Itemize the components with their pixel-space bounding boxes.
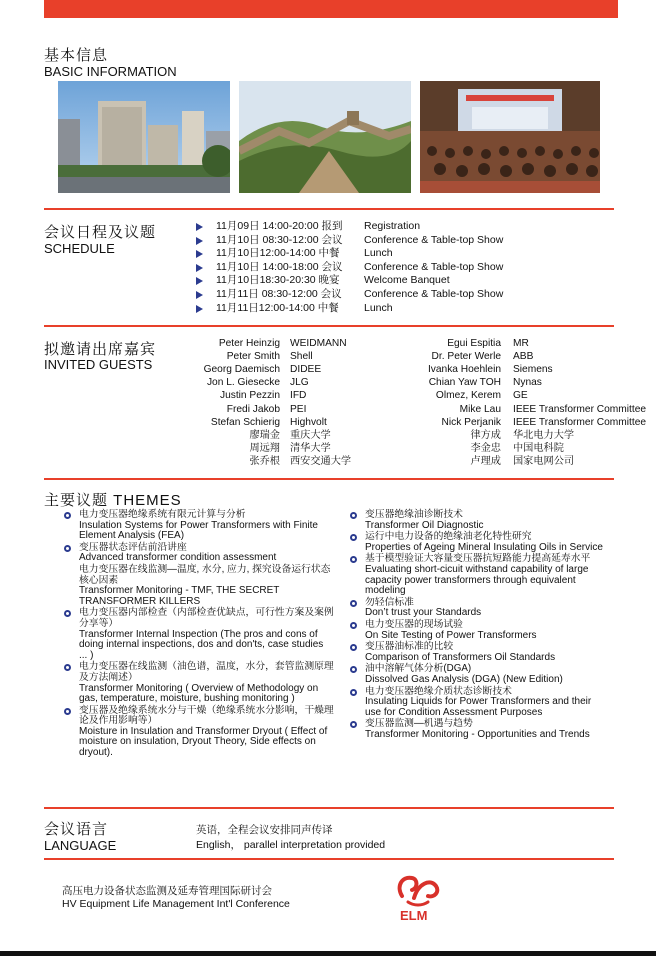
basic-info-title-en: BASIC INFORMATION (44, 64, 177, 79)
theme-title-en: On Site Testing of Power Transformers (365, 629, 537, 641)
guest-name: Chian Yaw TOH (428, 377, 501, 389)
guest-name: 卢理成 (470, 455, 501, 467)
theme-title-cn: 电力变压器在线监测（油色谱，温度，水分，套管监测原理及方法阐述） (79, 661, 334, 683)
guest-name: Olmez, Kerem (435, 390, 501, 402)
top-accent-bar (44, 0, 618, 18)
guest-organization: Siemens (513, 364, 553, 376)
guest-name: Stefan Schierig (210, 416, 280, 428)
guest-name: 李金忠 (470, 442, 501, 454)
schedule-title-cn: 会议日程及议题 (44, 224, 157, 241)
divider-schedule (44, 208, 614, 210)
language-title-cn: 会议语言 (44, 821, 109, 838)
footer-conference-name-en: HV Equipment Life Management Int'l Conference (62, 898, 290, 910)
theme-item (62, 510, 334, 542)
theme-item (348, 510, 610, 531)
triangle-bullet-icon (196, 277, 203, 285)
guest-organization: Shell (290, 351, 313, 363)
guest-name: Fredi Jakob (226, 403, 280, 415)
theme-title-cn: 变压器监测—机遇与趋势 (365, 718, 473, 730)
photo-city-buildings (58, 81, 230, 193)
elm-logo-text: ELM (400, 908, 428, 923)
theme-item (62, 565, 334, 607)
theme-title-cn: 变压器及绝缘系统水分与干燥（绝缘系统水分影响，干燥理论及作用影响等） (79, 704, 334, 727)
language-line-en: English， parallel interpretation provided (196, 839, 386, 851)
guest-name: 张乔根 (249, 455, 280, 467)
guest-name: Ivanka Hoehlein (427, 364, 501, 376)
guest-name: 周远翔 (249, 442, 280, 454)
divider-language (44, 807, 614, 809)
circle-bullet-icon (64, 708, 71, 715)
divider-footer (44, 858, 614, 860)
guest-organization: DIDEE (290, 364, 322, 376)
theme-title-cn: 电力变压器在线监测—温度, 水分, 应力, 探究设备运行状态核心因素 (79, 563, 331, 586)
theme-item (348, 664, 610, 685)
circle-bullet-icon (350, 622, 357, 629)
guest-organization: GE (513, 390, 528, 402)
guest-organization: 中国电科院 (513, 442, 564, 454)
guest-name: Peter Smith (226, 351, 280, 363)
guest-organization: JLG (290, 377, 309, 389)
guest-organization: IEEE Transformer Committee (513, 416, 647, 428)
triangle-bullet-icon (196, 291, 203, 299)
guest-name: Egui Espitia (447, 338, 501, 349)
theme-title-en: Insulation Systems for Power Transformers with Finite Element Analysis (FEA) (79, 519, 318, 542)
guest-organization: 重庆大学 (290, 429, 331, 441)
guest-name: 律方成 (470, 429, 501, 441)
theme-title-cn: 油中溶解气体分析(DGA) (365, 663, 472, 675)
guest-organization: 国家电网公司 (513, 455, 575, 467)
theme-item (348, 598, 610, 619)
guest-organization: Nynas (513, 377, 542, 389)
theme-item (348, 687, 610, 719)
circle-bullet-icon (350, 721, 357, 728)
divider-themes (44, 478, 614, 480)
guest-name: Peter Heinzig (218, 338, 280, 349)
guest-organization: 华北电力大学 (513, 429, 575, 441)
schedule-title-en: SCHEDULE (44, 241, 115, 256)
guest-organization: MR (513, 338, 529, 349)
theme-title-en: Insulating Liquids for Power Transformers and their use for Condition Assessment Purposes (365, 696, 592, 718)
circle-bullet-icon (64, 545, 71, 552)
theme-title-cn: 电力变压器绝缘系统有限元计算与分析 (79, 509, 246, 520)
theme-title-en: Advanced transformer condition assessment (79, 552, 277, 564)
circle-bullet-icon (350, 534, 357, 541)
theme-title-cn: 勿轻信标准 (365, 596, 414, 608)
guest-organization: IFD (290, 390, 307, 402)
guest-organization: IEEE Transformer Committee (513, 403, 647, 415)
theme-item (62, 543, 334, 564)
theme-item (348, 532, 610, 553)
guest-organization: WEIDMANN (290, 338, 347, 349)
theme-title-cn: 基于模型验证大容量变压器抗短路能力提高延寿水平 (365, 553, 591, 565)
themes-title: 主要议题 THEMES (44, 492, 182, 509)
theme-title-cn: 变压器绝缘油诊断技术 (365, 509, 463, 520)
theme-title-en: Moisture in Insulation and Transformer Dryout ( Effect of moisture on insulation, Dryout Theory, Side effects on dryout). (79, 725, 328, 759)
guest-name: Justin Pezzin (219, 390, 280, 402)
triangle-bullet-icon (196, 264, 203, 272)
circle-bullet-icon (350, 600, 357, 607)
photo-conference-hall (420, 81, 600, 193)
schedule-item: 11月10日 08:30-12:00 会议 Conference & Table-top Show (196, 234, 616, 248)
circle-bullet-icon (350, 644, 357, 651)
theme-title-en: Comparison of Transformers Oil Standards (365, 651, 556, 663)
language-title-en: LANGUAGE (44, 838, 117, 853)
schedule-item: 11月10日 14:00-18:00 会议 Conference & Table-top Show (196, 261, 616, 275)
theme-title-en: Evaluating short-cicuit withstand capability of large capacity power transformers through equivalent modeling (365, 563, 589, 597)
guest-organization: ABB (513, 351, 534, 363)
theme-title-en: Properties of Ageing Mineral Insulating Oils in Service (365, 541, 603, 553)
schedule-item: 11月11日12:00-14:00 中餐 Lunch (196, 302, 616, 316)
theme-item (348, 620, 610, 641)
theme-title-cn: 变压器油标准的比较 (365, 641, 454, 653)
theme-item (348, 642, 610, 663)
theme-title-en: Transformer Monitoring ( Overview of Methodology on gas, temperature, moisture, bushing monitoring ) (79, 682, 319, 705)
circle-bullet-icon (350, 666, 357, 673)
circle-bullet-icon (350, 556, 357, 563)
themes-left-list (62, 510, 334, 760)
triangle-bullet-icon (196, 223, 203, 231)
theme-item (62, 706, 334, 759)
circle-bullet-icon (64, 664, 71, 671)
theme-item (62, 608, 334, 661)
guest-name: Mike Lau (459, 403, 501, 415)
photo-great-wall (239, 81, 411, 193)
triangle-bullet-icon (196, 305, 203, 313)
theme-title-cn: 变压器状态评估前沿讲座 (79, 541, 187, 553)
circle-bullet-icon (64, 512, 71, 519)
circle-bullet-icon (64, 610, 71, 617)
theme-item (348, 554, 610, 596)
schedule-item: 11月10日12:00-14:00 中餐 Lunch (196, 247, 616, 261)
themes-right-list (348, 510, 610, 741)
theme-item (348, 719, 610, 740)
guest-name: Dr. Peter Werle (431, 351, 501, 363)
schedule-item: 11月11日 08:30-12:00 会议 Conference & Table-top Show (196, 288, 616, 302)
guest-organization: Highvolt (290, 416, 327, 428)
guest-organization: 西安交通大学 (290, 455, 352, 467)
theme-item (62, 662, 334, 704)
basic-info-title-cn: 基本信息 (44, 47, 109, 64)
theme-title-en: Transformer Monitoring - TMF, THE SECRET TRANSFORMER KILLERS (79, 585, 280, 607)
triangle-bullet-icon (196, 250, 203, 258)
theme-title-en: Transformer Monitoring - Opportunities and Trends (365, 728, 590, 740)
guest-name: Nick Perjanik (441, 416, 501, 428)
guest-organization: 清华大学 (290, 442, 331, 454)
divider-guests (44, 325, 614, 327)
language-line-cn: 英语，全程会议安排同声传译 (196, 824, 333, 836)
bottom-bar (0, 951, 656, 956)
guest-name: Georg Daemisch (203, 364, 280, 376)
guest-organization: PEI (290, 403, 307, 415)
guest-name: 廖瑞金 (249, 429, 280, 441)
schedule-list (196, 220, 616, 315)
theme-title-cn: 电力变压器绝缘介质状态诊断技术 (365, 685, 512, 697)
circle-bullet-icon (350, 512, 357, 519)
theme-title-en: Dissolved Gas Analysis (DGA) (New Edition) (365, 673, 563, 685)
circle-bullet-icon (350, 689, 357, 696)
guest-name: Jon L. Giesecke (206, 377, 280, 389)
theme-title-cn: 电力变压器的现场试验 (365, 618, 463, 630)
theme-title-en: Transformer Oil Diagnostic (365, 519, 484, 531)
theme-title-cn: 电力变压器内部检查（内部检查优缺点，可行性方案及案例分享等） (79, 607, 334, 629)
triangle-bullet-icon (196, 237, 203, 245)
schedule-item: 11月10日18:30-20:30 晚宴 Welcome Banquet (196, 274, 616, 288)
guests-title-en: INVITED GUESTS (44, 357, 153, 372)
guests-title-cn: 拟邀请出席嘉宾 (44, 341, 157, 358)
theme-title-en: Transformer Internal Inspection (The pros and cons of doing internal inspections, dos and don'ts, case studies ... ) (79, 628, 324, 661)
footer-conference-name-cn: 高压电力设备状态监测及延寿管理国际研讨会 (62, 885, 272, 897)
theme-title-cn: 运行中电力设备的绝缘油老化特性研究 (365, 531, 532, 543)
schedule-item: 11月09日 14:00-20:00 报到 Registration (196, 220, 616, 234)
theme-title-en: Don’t trust your Standards (365, 607, 482, 619)
